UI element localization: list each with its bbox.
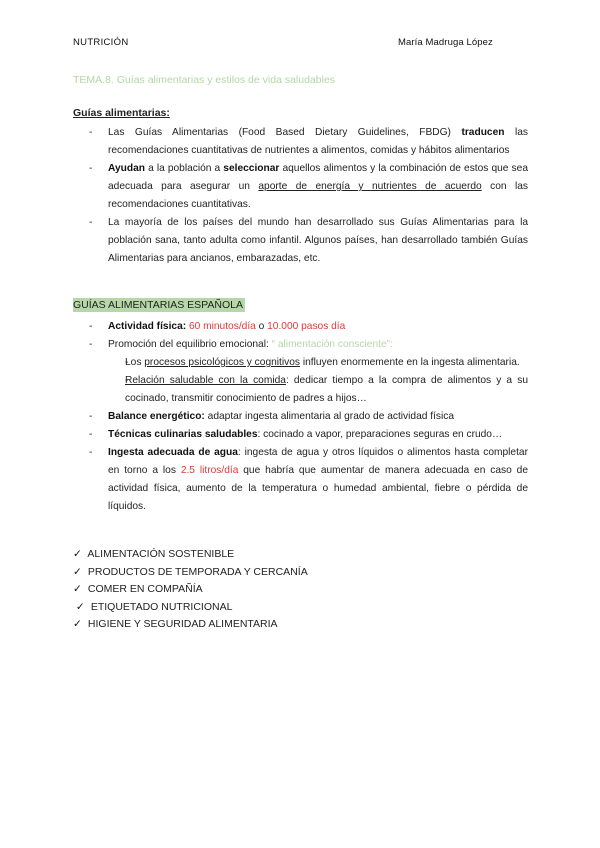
water-item: - Ingesta adecuada de agua: ingesta de agua y otros líquidos o alimentos hasta completar en torno a los 2.5 litros/día que habría que aumentar de manera adecuada en caso de actividad física, aumento de la temperatura o humedad ambiental, fiebre o pérdida de líquidos. [73,444,528,516]
section1-list [73,124,528,268]
checklist-item: ✓ COMER EN COMPAÑÍA [73,581,308,599]
sub-list-item: - Los procesos psicológicos y cognitivos influyen enormemente en la ingesta alimentaria. [73,354,528,372]
section1-heading: Guías alimentarias: [73,107,170,119]
activity-item: - Actividad física: 60 minutos/día o 10.000 pasos día [73,318,528,336]
list-item: - La mayoría de los países del mundo han desarrollado sus Guías Alimentarias para la población sana, tanto adulta como infantil. Algunos países, han desarrollado también Guías Alimentarias para ancianos, embarazadas, etc. [73,214,528,268]
check-icon: ✓ [73,565,82,578]
list-item: - Las Guías Alimentarias (Food Based Dietary Guidelines, FBDG) traducen las recomendaciones cuantitativas de nutrientes a alimentos, comidas y hábitos alimentarios [73,124,528,160]
checklist-item: ✓ PRODUCTOS DE TEMPORADA Y CERCANÍA [73,564,308,582]
checklist [73,546,308,634]
promotion-sublist [108,354,528,408]
list-item: - Ayudan a la población a seleccionar aquellos alimentos y la combinación de estos que sea adecuada para asegurar un aporte de energía y nutrientes de acuerdo con las recomendaciones cuantitativas. [73,160,528,214]
checklist-item: ✓ ALIMENTACIÓN SOSTENIBLE [73,546,308,564]
topic-title: TEMA.8. Guías alimentarias y estilos de vida saludables [73,74,336,86]
checklist-item: ✓ HIGIENE Y SEGURIDAD ALIMENTARIA [73,616,308,634]
sub-list-item: - Relación saludable con la comida: dedicar tiempo a la compra de alimentos y a su cocinado, transmitir conocimiento de padres a hijos… [73,372,528,408]
check-icon: ✓ [73,618,82,630]
check-icon: ✓ [75,600,85,613]
header-subject: NUTRICIÓN [73,37,129,48]
techniques-item: - Técnicas culinarias saludables: cocinado a vapor, preparaciones seguras en crudo… [73,426,528,444]
section2-list [73,318,528,516]
promotion-item: - Promoción del equilibrio emocional: “ alimentación consciente”: - Los procesos psicológicos y cognitivos influyen enormemente en la ingesta alimentaria. - Relación saludable con la comida: dedicar tiempo a la compra de alimentos y a su cocinado, transmitir conocimiento de padres a hijos… [73,336,528,408]
checklist-item: ✓ ETIQUETADO NUTRICIONAL [73,599,308,617]
check-icon: ✓ [73,548,82,560]
section2-heading: GUÍAS ALIMENTARIAS ESPAÑOLA [73,299,243,311]
header-author: María Madruga López [398,37,493,48]
balance-item: - Balance energético: adaptar ingesta alimentaria al grado de actividad física [73,408,528,426]
check-icon: ✓ [73,583,82,595]
